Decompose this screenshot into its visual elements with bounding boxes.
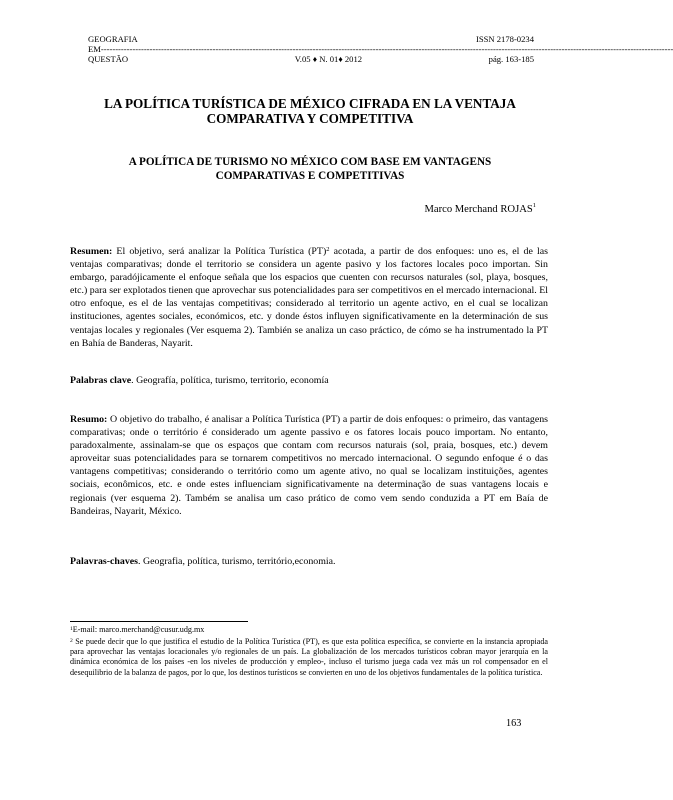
header-row-2 [88, 44, 673, 54]
author-footnote-mark: 1 [532, 202, 536, 209]
footnote-1-mark: 1 [70, 626, 73, 632]
header-divider [88, 44, 673, 54]
page-range: pág. 163-185 [488, 54, 534, 64]
footnote-2-text: Se puede decir que lo que justifica el estudio de la Política Turística (PT), es que esta política específica, se convierte en la instancia apropiada para aprovechar las ventajas locacionales y/o regionales de un país. La globalización de los mercados turísticos cobran mayor jerarquía en la dinámica económica de los países -en los niveles de producción y empleo-, incluso el turismo juega cada vez más un rol compensador en el desequilibrio de la balanza de pagos, por lo que, los destinos turísticos se convierten en uno de los objetivos fundamentales de la política turística. [70, 637, 548, 677]
journal-name-line1: GEOGRAFIA [88, 34, 138, 44]
header-row-3 [88, 54, 534, 64]
resumo-text: O objetivo do trabalho, é analisar a Política Turística (PT) a partir de dois enfoques: o primeiro, das vantagens comparativas; onde o território é considerado um agente passivo e os fatores locais pouco importam. No entanto, paradoxalmente, assinalam-se que os espaços que contam com recursos naturais (sol, praia, bosques, etc.) devem aproveitar suas potencialidades para se tornarem competitivos no mercado internacional. O segundo enfoque é o das vantagens competitivas; considerando o território como um agente ativo, no qual se localizam instituições, agentes sociais, econômicos, etc. e onde estes influenciam significativamente na determinação de suas vantagens locais e regionais (ver esquema 2). Também se analisa um caso prático de como vem sendo conduzida a PT em Baía de Bandeiras, Nayarit, México. [70, 414, 548, 517]
palavras-chaves-label: Palavras-chaves [70, 556, 139, 567]
footnote-1 [70, 625, 548, 635]
keywords-spanish [70, 374, 548, 387]
footnote-2 [70, 637, 548, 678]
article-title: LA POLÍTICA TURÍSTICA DE MÉXICO CIFRADA EN LA VENTAJA COMPARATIVA Y COMPETITIVA [104, 96, 516, 126]
resumen-text-2: acotada, a partir de dos enfoques: uno es, el de las ventajas comparativas; donde el territorio se considera un agente pasivo y los factores locales poco importan. Sin embargo, paradójicamente el enfoque señala que los espacios que cuenten con recursos naturales (sol, playa, bosques, etc.) para ser explotados tienen que aprovechar sus potencialidades para ser competitivos en el mercado internacional. El otro enfoque, es el de las ventajas competitivas; considerado al territorio un agente activo, en el cual se localizan instituciones, agentes sociales, económicos, etc. y donde éstos influyen significativamente en la determinación de sus ventajas locales y regionales (Ver esquema 2). También se analiza un caso práctico, de cómo se ha instrumentado la PT en Bahía de Banderas, Nayarit. [70, 246, 548, 349]
footnote-1-text: E-mail: marco.merchand@cusur.udg.mx [72, 625, 205, 634]
journal-name-line2: EM [88, 44, 101, 54]
palavras-chaves-text: . Geografia, política, turismo, território,economia. [138, 556, 336, 567]
volume-info: V.05 ♦ N. 01♦ 2012 [294, 54, 363, 64]
header-row-1 [88, 34, 534, 44]
footnote-separator [70, 621, 248, 622]
resumen-label: Resumen: [70, 246, 113, 257]
abstract-portuguese [70, 413, 548, 518]
issn: ISSN 2178-0234 [475, 34, 534, 44]
resumo-label: Resumo: [70, 414, 108, 425]
running-header [88, 34, 673, 64]
abstract-spanish [70, 245, 548, 350]
keywords-portuguese [70, 555, 548, 568]
page-number: 163 [506, 718, 522, 729]
journal-name-line3: QUESTÃO [88, 54, 129, 64]
resumen-footnote-mark: 2 [326, 246, 330, 253]
dash-rule: -------------------------------------------------------------------------------------------------------------------------------------------------------------------------------------------------------- [100, 44, 673, 54]
palabras-clave-label: Palabras clave [70, 375, 132, 386]
resumen-text-1: El objetivo, será analizar la Política Turística (PT) [112, 246, 327, 257]
palabras-clave-text: . Geografía, política, turismo, territorio, economía [131, 375, 329, 386]
footnote-2-mark: 2 [70, 638, 73, 644]
author [424, 204, 536, 215]
author-name: Marco Merchand ROJAS [424, 204, 533, 215]
article-subtitle: A POLÍTICA DE TURISMO NO MÉXICO COM BASE EM VANTAGENS COMPARATIVAS E COMPETITIVAS [128, 156, 492, 182]
